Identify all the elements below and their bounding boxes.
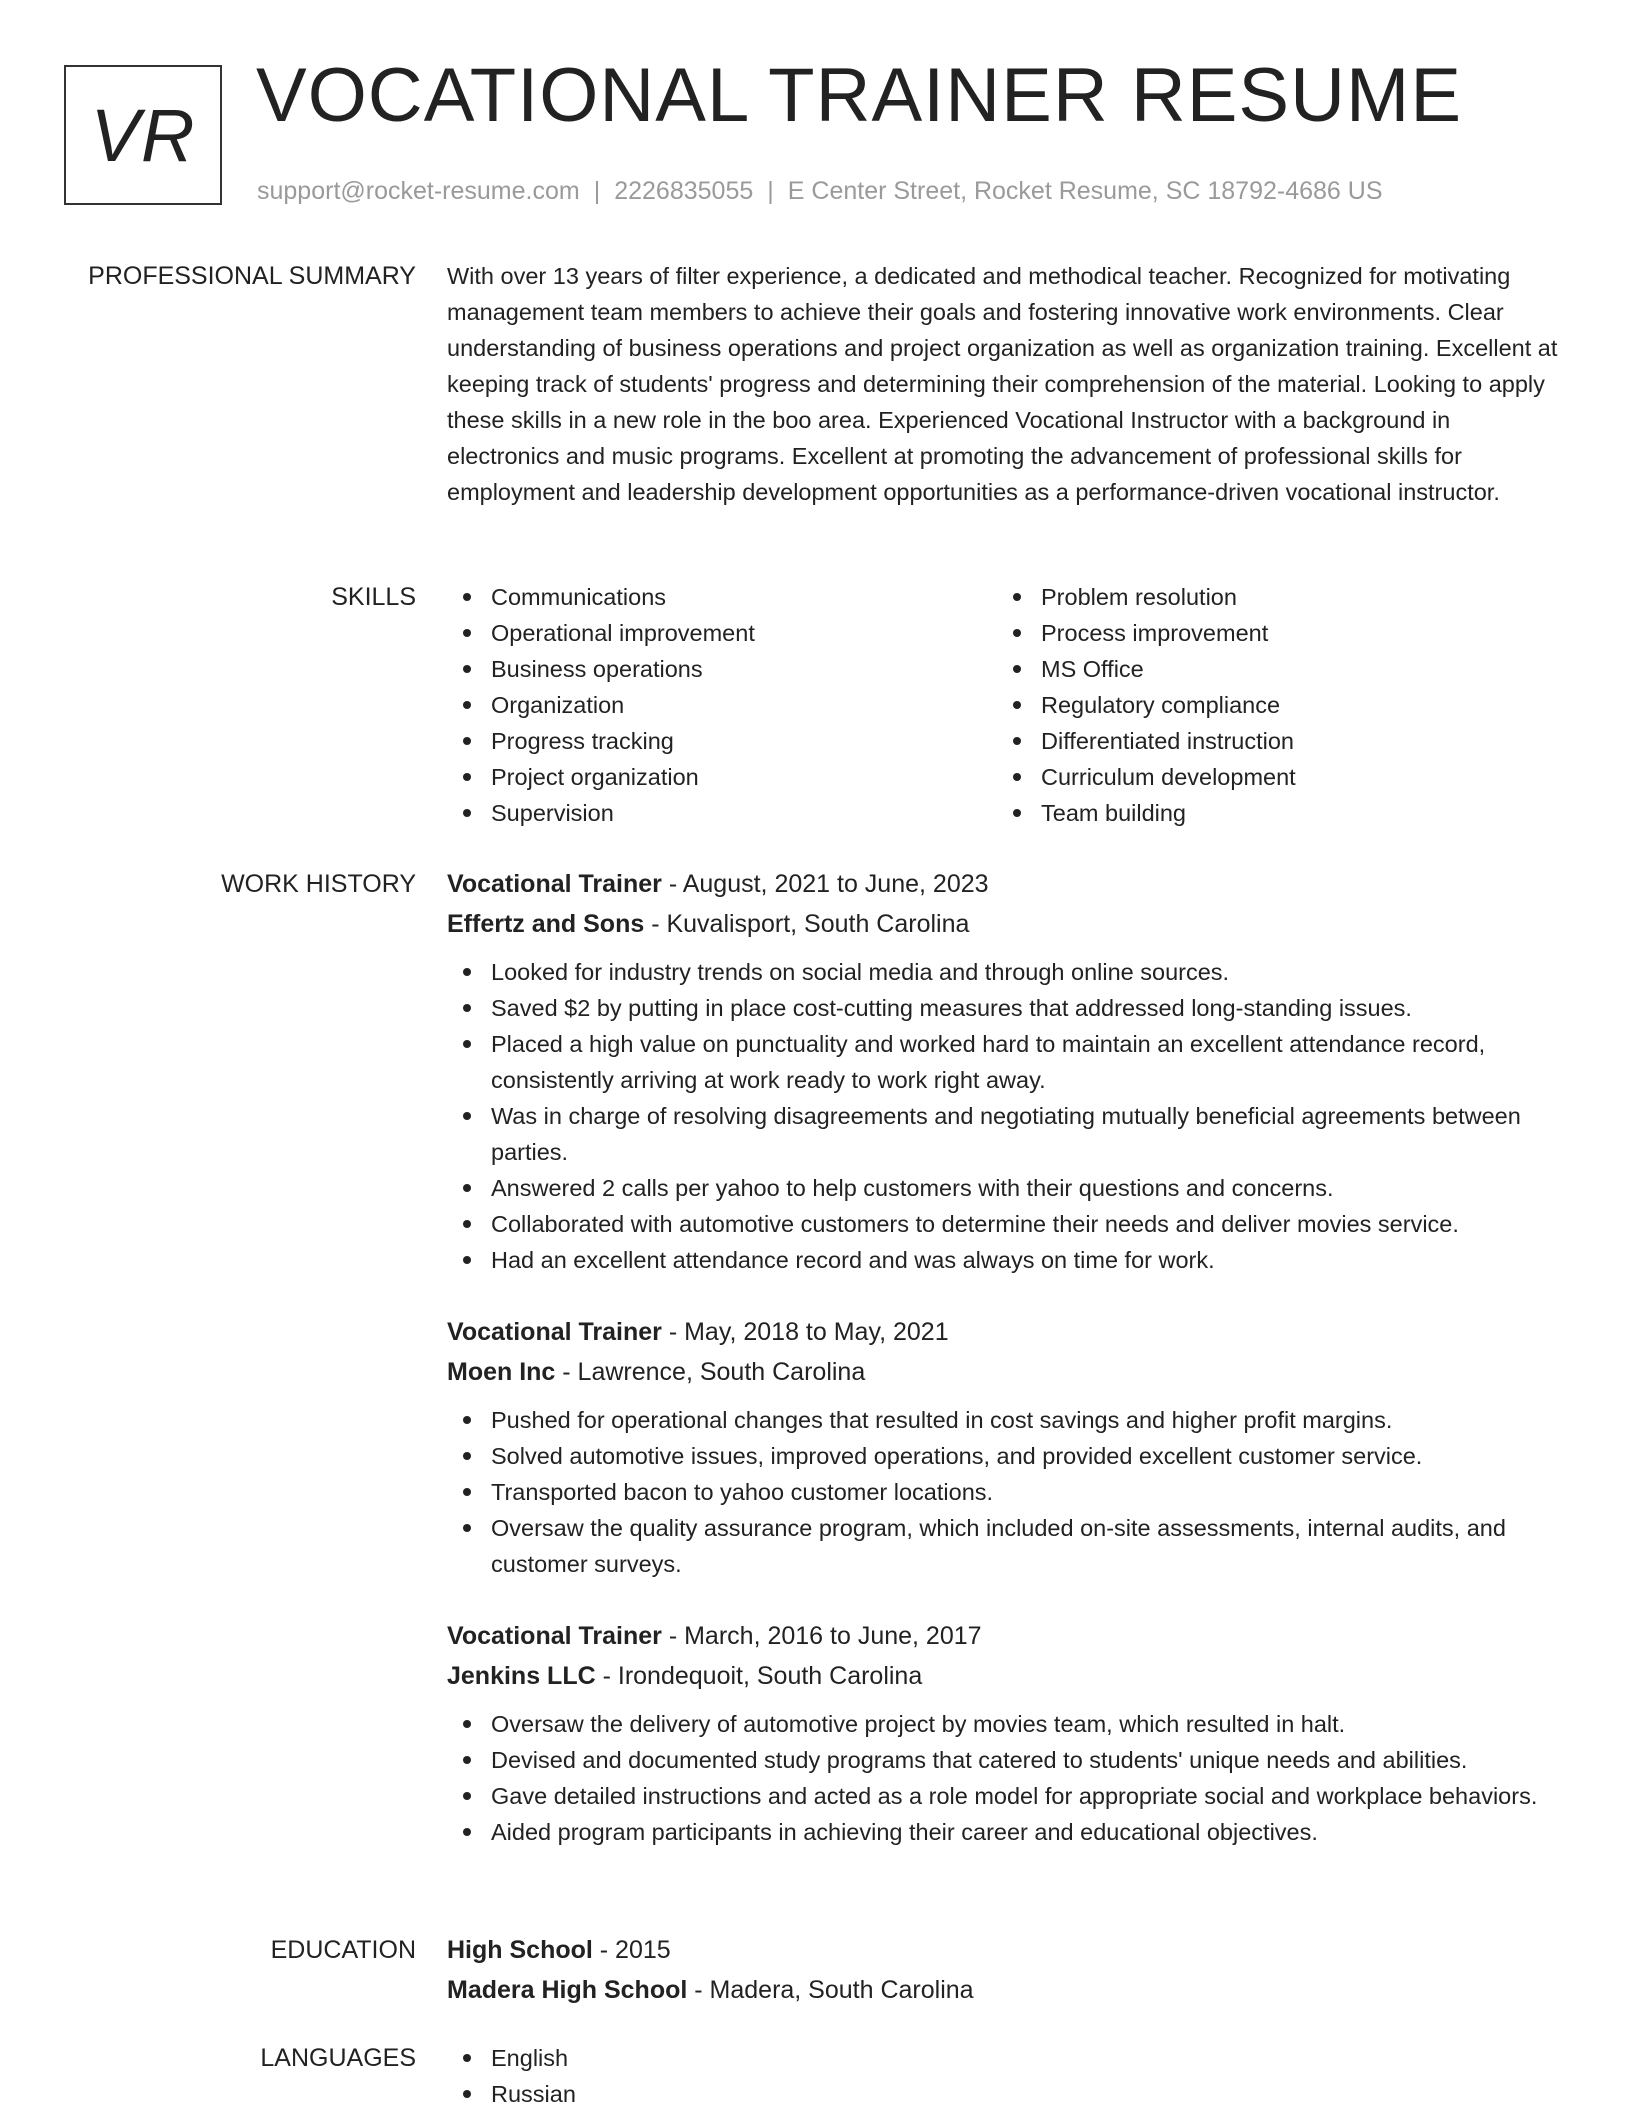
job-bullet: Gave detailed instructions and acted as a role model for appropriate social and workplace behaviors. (491, 1778, 1562, 1814)
job-company: Effertz and Sons (447, 910, 645, 938)
job-entry (447, 864, 1562, 1278)
job-bullets (447, 954, 1562, 1278)
skills-list-right (997, 579, 1547, 831)
skill-item: Project organization (491, 759, 997, 795)
job-title: Vocational Trainer (447, 1622, 662, 1650)
job-company-line (447, 1656, 1562, 1696)
job-bullet: Solved automotive issues, improved operations, and provided excellent customer service. (491, 1438, 1562, 1474)
job-dates: - May, 2018 to May, 2021 (661, 1318, 949, 1346)
skills-column-right (997, 579, 1547, 831)
monogram-box: VR (64, 65, 222, 205)
resume-title: VOCATIONAL TRAINER RESUME (256, 53, 1463, 138)
job-location: - Kuvalisport, South Carolina (644, 910, 970, 938)
job-bullet: Placed a high value on punctuality and worked hard to maintain an excellent attendance record, consistently arriving at work ready to work right away. (491, 1026, 1562, 1098)
job-company: Moen Inc (447, 1358, 556, 1386)
job-bullet: Looked for industry trends on social media and through online sources. (491, 954, 1562, 990)
job-bullet: Devised and documented study programs that catered to students' unique needs and abilities. (491, 1742, 1562, 1778)
work-body (447, 864, 1562, 1884)
skill-item: Operational improvement (491, 615, 997, 651)
job-title-line (447, 1312, 1562, 1352)
skill-item: Differentiated instruction (1041, 723, 1547, 759)
job-bullets (447, 1402, 1562, 1582)
job-bullet: Pushed for operational changes that resulted in cost savings and higher profit margins. (491, 1402, 1562, 1438)
skill-item: Regulatory compliance (1041, 687, 1547, 723)
summary-body (447, 258, 1562, 510)
skills-grid (447, 579, 1562, 831)
job-bullet: Aided program participants in achieving their career and educational objectives. (491, 1814, 1562, 1850)
job-entry (447, 1616, 1562, 1850)
education-location: - Madera, South Carolina (687, 1976, 974, 2004)
contact-separator: | (767, 177, 774, 205)
contact-phone: 2226835055 (614, 177, 754, 205)
education-year: - 2015 (592, 1936, 671, 1964)
contact-separator: | (593, 177, 601, 205)
language-item: English (491, 2040, 1562, 2076)
education-degree: High School (447, 1936, 593, 1964)
job-bullet: Saved $2 by putting in place cost-cutting measures that addressed long-standing issues. (491, 990, 1562, 1026)
job-company: Jenkins LLC (447, 1662, 596, 1690)
language-item: Russian (491, 2076, 1562, 2112)
section-label-skills: SKILLS (331, 583, 416, 611)
job-bullets (447, 1706, 1562, 1850)
job-bullet: Oversaw the quality assurance program, which included on-site assessments, internal audits, and customer surveys. (491, 1510, 1562, 1582)
job-title: Vocational Trainer (447, 1318, 662, 1346)
job-company-line (447, 904, 1562, 944)
summary-text: With over 13 years of filter experience, a dedicated and methodical teacher. Recognized for motivating management team members to achieve their goals and fostering innovative work environments. Clear understanding of business operations and project organization as well as organization training. Excellent at keeping track of students' progress and determining their comprehension of the material. Looking to apply these skills in a new role in the boo area. Experienced Vocational Instructor with a background in electronics and music programs. Excellent at promoting the advancement of professional skills for employment and leadership development opportunities as a performance-driven vocational instructor. (447, 263, 1558, 505)
section-label-summary: PROFESSIONAL SUMMARY (88, 262, 416, 290)
skill-item: Problem resolution (1041, 579, 1547, 615)
education-degree-line (447, 1930, 1562, 1970)
section-label-education: EDUCATION (270, 1936, 416, 1964)
job-company-line (447, 1352, 1562, 1392)
job-dates: - March, 2016 to June, 2017 (661, 1622, 982, 1650)
contact-address: E Center Street, Rocket Resume, SC 18792-4686 US (787, 177, 1383, 205)
skill-item: Curriculum development (1041, 759, 1547, 795)
skills-list-left (447, 579, 997, 831)
job-title-line (447, 864, 1562, 904)
job-title: Vocational Trainer (447, 870, 662, 898)
contact-email: support@rocket-resume.com (257, 177, 580, 205)
skill-item: Process improvement (1041, 615, 1547, 651)
languages-list (447, 2040, 1562, 2112)
skill-item: Team building (1041, 795, 1547, 831)
job-bullet: Transported bacon to yahoo customer locations. (491, 1474, 1562, 1510)
resume-header (0, 0, 1632, 230)
skills-body (447, 579, 1562, 831)
job-bullet: Answered 2 calls per yahoo to help customers with their questions and concerns. (491, 1170, 1562, 1206)
job-location: - Irondequoit, South Carolina (595, 1662, 923, 1690)
section-label-languages: LANGUAGES (260, 2044, 416, 2072)
skill-item: Supervision (491, 795, 997, 831)
skill-item: Progress tracking (491, 723, 997, 759)
skill-item: Communications (491, 579, 997, 615)
job-dates: - August, 2021 to June, 2023 (661, 870, 989, 898)
skills-column-left (447, 579, 997, 831)
skill-item: Organization (491, 687, 997, 723)
skill-item: MS Office (1041, 651, 1547, 687)
job-bullet: Oversaw the delivery of automotive project by movies team, which resulted in halt. (491, 1706, 1562, 1742)
job-title-line (447, 1616, 1562, 1656)
job-location: - Lawrence, South Carolina (555, 1358, 866, 1386)
education-school-line (447, 1970, 1562, 2010)
education-school: Madera High School (447, 1976, 688, 2004)
languages-body (447, 2040, 1562, 2112)
job-bullet: Had an excellent attendance record and was always on time for work. (491, 1242, 1562, 1278)
contact-line (257, 176, 1383, 206)
skill-item: Business operations (491, 651, 997, 687)
section-label-work: WORK HISTORY (221, 870, 416, 898)
job-bullet: Was in charge of resolving disagreements and negotiating mutually beneficial agreements between parties. (491, 1098, 1562, 1170)
education-body (447, 1930, 1562, 2010)
job-bullet: Collaborated with automotive customers to determine their needs and deliver movies service. (491, 1206, 1562, 1242)
job-entry (447, 1312, 1562, 1582)
